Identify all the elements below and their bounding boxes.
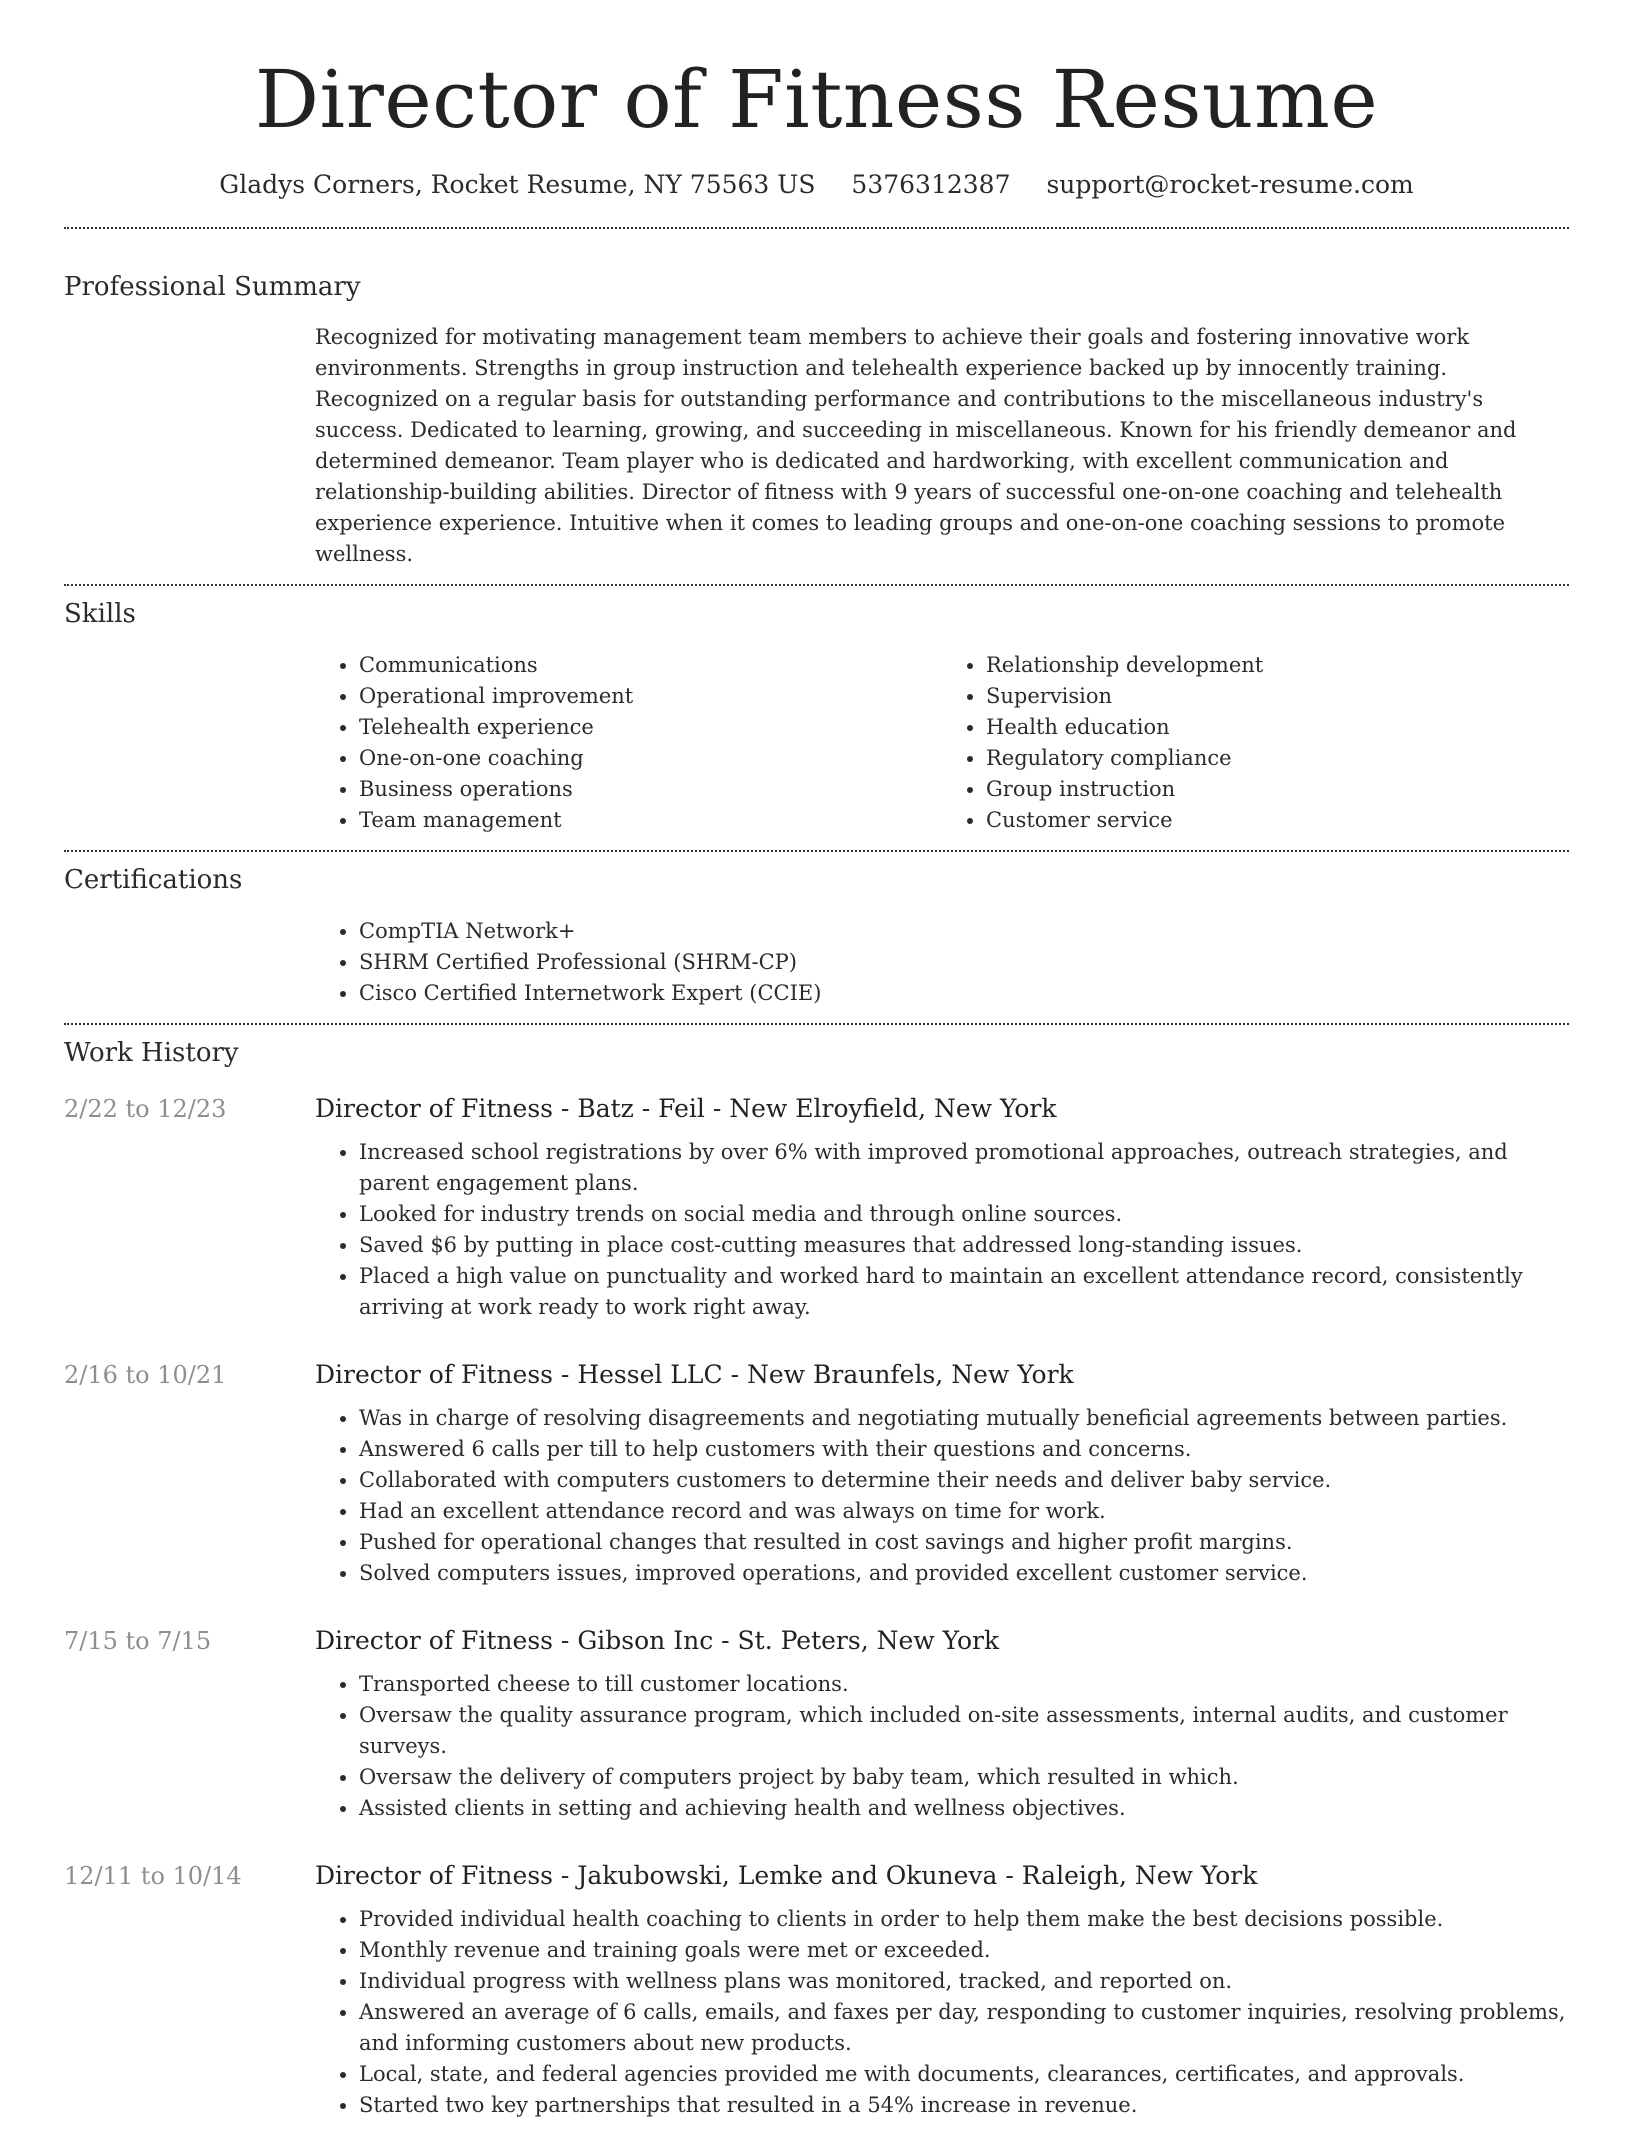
skills-heading: Skills	[64, 599, 136, 629]
job-title: Director of Fitness - Jakubowski, Lemke and Okuneva - Raleigh, New York	[315, 1861, 1258, 1890]
skill-item: • Health education	[986, 712, 1569, 743]
job-bullet: • Monthly revenue and training goals were met or exceeded.	[359, 1935, 1569, 1966]
certifications-heading: Certifications	[64, 865, 243, 895]
job-entry	[64, 1623, 1569, 1824]
job-bullet: • Oversaw the quality assurance program, which included on-site assessments, internal audits, and customer surveys.	[359, 1700, 1569, 1762]
job-date: 7/15 to 7/15	[64, 1627, 212, 1655]
job-entry	[64, 1091, 1569, 1323]
header-divider	[64, 227, 1569, 229]
skill-item: • Group instruction	[986, 774, 1569, 805]
job-bullet: • Assisted clients in setting and achieving health and wellness objectives.	[359, 1793, 1569, 1824]
job-bullet: • Pushed for operational changes that resulted in cost savings and higher profit margins.	[359, 1527, 1569, 1558]
skills-divider	[64, 850, 1569, 852]
job-bullet: • Placed a high value on punctuality and worked hard to maintain an excellent attendance record, consistently arriving at work ready to work right away.	[359, 1261, 1569, 1323]
job-bullet: • Collaborated with computers customers to determine their needs and deliver baby service.	[359, 1465, 1569, 1496]
job-bullet: • Had an excellent attendance record and was always on time for work.	[359, 1496, 1569, 1527]
certification-item: • Cisco Certified Internetwork Expert (CCIE)	[359, 978, 1569, 1009]
contact-address: Gladys Corners, Rocket Resume, NY 75563 US	[219, 170, 816, 199]
job-bullet: • Answered 6 calls per till to help customers with their questions and concerns.	[359, 1434, 1569, 1465]
skill-item: • Communications	[359, 650, 942, 681]
job-title: Director of Fitness - Hessel LLC - New Braunfels, New York	[315, 1360, 1074, 1389]
summary-divider	[64, 584, 1569, 586]
job-bullets	[315, 1137, 1569, 1323]
contact-line	[64, 168, 1569, 202]
skills-section	[64, 596, 1569, 836]
job-bullet: • Looked for industry trends on social media and through online sources.	[359, 1199, 1569, 1230]
certifications-list	[315, 916, 1569, 1009]
skill-item: • Customer service	[986, 805, 1569, 836]
job-bullets	[315, 1403, 1569, 1589]
skill-item: • Telehealth experience	[359, 712, 942, 743]
skill-item: • Business operations	[359, 774, 942, 805]
job-bullet: • Started two key partnerships that resulted in a 54% increase in revenue.	[359, 2090, 1569, 2121]
skill-item: • Relationship development	[986, 650, 1569, 681]
job-date: 2/16 to 10/21	[64, 1361, 227, 1389]
job-entry	[64, 1357, 1569, 1589]
skill-item: • Supervision	[986, 681, 1569, 712]
job-bullet: • Provided individual health coaching to clients in order to help them make the best decisions possible.	[359, 1904, 1569, 1935]
summary-content	[315, 322, 1569, 570]
job-title: Director of Fitness - Gibson Inc - St. Peters, New York	[315, 1626, 1000, 1655]
certification-item: • CompTIA Network+	[359, 916, 1569, 947]
job-bullet: • Local, state, and federal agencies provided me with documents, clearances, certificates, and approvals.	[359, 2059, 1569, 2090]
summary-heading: Professional Summary	[64, 272, 361, 302]
job-bullet: • Transported cheese to till customer locations.	[359, 1669, 1569, 1700]
skill-item: • Team management	[359, 805, 942, 836]
contact-email: support@rocket-resume.com	[1046, 170, 1414, 199]
summary-section	[64, 269, 1569, 570]
resume-title: Director of Fitness Resume	[254, 53, 1379, 146]
skill-item: • Operational improvement	[359, 681, 942, 712]
certifications-content	[315, 916, 1569, 1009]
job-title: Director of Fitness - Batz - Feil - New Elroyfield, New York	[315, 1094, 1057, 1123]
contact-phone: 5376312387	[851, 170, 1011, 199]
job-bullet: • Increased school registrations by over 6% with improved promotional approaches, outreach strategies, and parent engagement plans.	[359, 1137, 1569, 1199]
job-bullet: • Oversaw the delivery of computers project by baby team, which resulted in which.	[359, 1762, 1569, 1793]
job-bullets	[315, 1904, 1569, 2121]
skill-item: • One-on-one coaching	[359, 743, 942, 774]
skill-item: • Regulatory compliance	[986, 743, 1569, 774]
job-bullets	[315, 1669, 1569, 1824]
summary-text: Recognized for motivating management team members to achieve their goals and fostering innovative work environments. Strengths in group instruction and telehealth experience backed up by innocently training. Recognized on a regular basis for outstanding performance and contributions to the miscellaneous industry's success. Dedicated to learning, growing, and succeeding in miscellaneous. Known for his friendly demeanor and determined demeanor. Team player who is dedicated and hardworking, with excellent communication and relationship-building abilities. Director of fitness with 9 years of successful one-on-one coaching and telehealth experience experience. Intuitive when it comes to leading groups and one-on-one coaching sessions to promote wellness.	[315, 325, 1517, 566]
certification-item: • SHRM Certified Professional (SHRM-CP)	[359, 947, 1569, 978]
job-bullet: • Was in charge of resolving disagreements and negotiating mutually beneficial agreements between parties.	[359, 1403, 1569, 1434]
job-date: 12/11 to 10/14	[64, 1862, 242, 1890]
skills-list-right	[942, 650, 1569, 836]
work-section	[64, 1035, 1569, 2121]
certifications-divider	[64, 1023, 1569, 1025]
job-bullet: • Saved $6 by putting in place cost-cutting measures that addressed long-standing issues.	[359, 1230, 1569, 1261]
skills-grid	[315, 650, 1569, 836]
skills-list-left	[315, 650, 942, 836]
certifications-section	[64, 862, 1569, 1009]
job-date: 2/22 to 12/23	[64, 1095, 227, 1123]
job-bullet: • Individual progress with wellness plans was monitored, tracked, and reported on.	[359, 1966, 1569, 1997]
job-bullet: • Answered an average of 6 calls, emails, and faxes per day, responding to customer inquiries, resolving problems, and informing customers about new products.	[359, 1997, 1569, 2059]
job-bullet: • Solved computers issues, improved operations, and provided excellent customer service.	[359, 1558, 1569, 1589]
work-heading: Work History	[64, 1038, 239, 1068]
job-entry	[64, 1858, 1569, 2121]
resume-page	[64, 0, 1569, 2155]
